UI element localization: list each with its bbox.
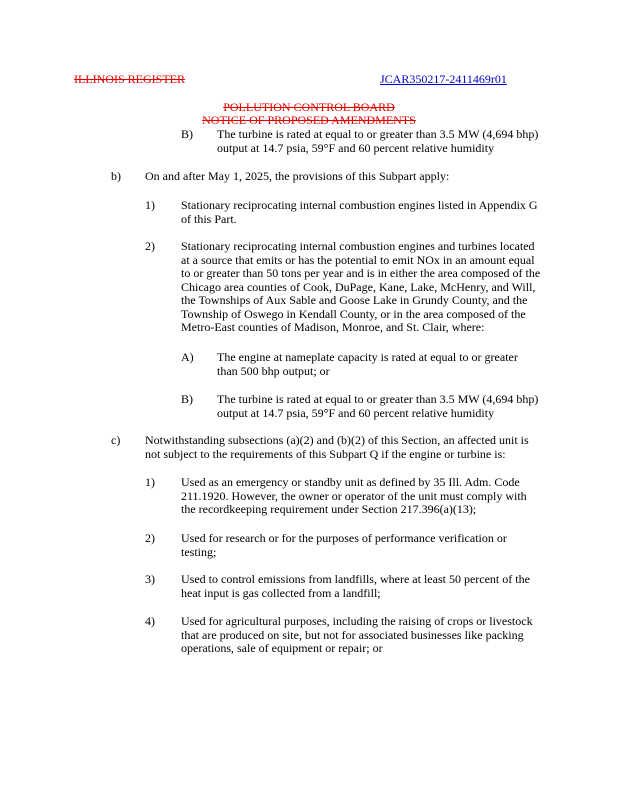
item-text: Used to control emissions from landfills, where at least 50 percent of the heat input is gas collected from a landfill; (181, 572, 530, 600)
jcar-code-link[interactable]: JCAR350217-2411469r01 (380, 72, 507, 86)
item-label: B) (181, 392, 193, 406)
item-label: 1) (145, 475, 155, 489)
item-text: Stationary reciprocating internal combustion engines and turbines located at a source that emits or has the potential to emit NOx in an amount equal to or greater than 50 tons per year and is in either the area composed of the Chicago area counties of Cook, DuPage, Kane, Lake, McHenry, and Will, the Townships of Aux Sable and Goose Lake in Grundy County, and the Township of Oswego in Kendall County, or in the area composed of the Metro-East counties of Madison, Monroe, and St. Clair, where: (181, 239, 541, 334)
item-text: The engine at nameplate capacity is rated at equal to or greater than 500 bhp output; or (217, 350, 518, 378)
item-text: Used as an emergency or standby unit as defined by 35 Ill. Adm. Code 211.1920. However, the owner or operator of the unit must comply with the recordkeeping requirement under Section 217.396(a)(13); (181, 475, 527, 516)
item-label: 1) (145, 198, 155, 212)
item-text: The turbine is rated at equal to or greater than 3.5 MW (4,694 bhp) output at 14.7 psia, 59°F and 60 percent relative humidity (217, 127, 539, 155)
item-label: B) (181, 127, 193, 141)
item-text: Used for research or for the purposes of performance verification or testing; (181, 531, 507, 559)
subsection-label: b) (111, 169, 121, 183)
subsection-label: c) (111, 433, 121, 447)
item-text: The turbine is rated at equal to or greater than 3.5 MW (4,694 bhp) output at 14.7 psia, 59°F and 60 percent relative humidity (217, 392, 539, 420)
item-label: 3) (145, 572, 155, 586)
item-text: Stationary reciprocating internal combustion engines listed in Appendix G of this Part. (181, 198, 538, 226)
item-label: A) (181, 350, 194, 364)
item-label: 4) (145, 614, 155, 628)
subsection-text: On and after May 1, 2025, the provisions of this Subpart apply: (145, 169, 450, 183)
item-label: 2) (145, 239, 155, 253)
agency-title: POLLUTION CONTROL BOARD (223, 100, 395, 114)
subsection-text: Notwithstanding subsections (a)(2) and (b)(2) of this Section, an affected unit is not subject to the requirements of this Subpart Q if the engine or turbine is: (145, 433, 529, 461)
item-text: Used for agricultural purposes, including the raising of crops or livestock that are produced on site, but not for associated businesses like packing operations, sale of equipment or repair; or (181, 614, 533, 655)
notice-title: NOTICE OF PROPOSED AMENDMENTS (202, 113, 416, 127)
register-header: ILLINOIS REGISTER (74, 72, 185, 86)
item-label: 2) (145, 531, 155, 545)
